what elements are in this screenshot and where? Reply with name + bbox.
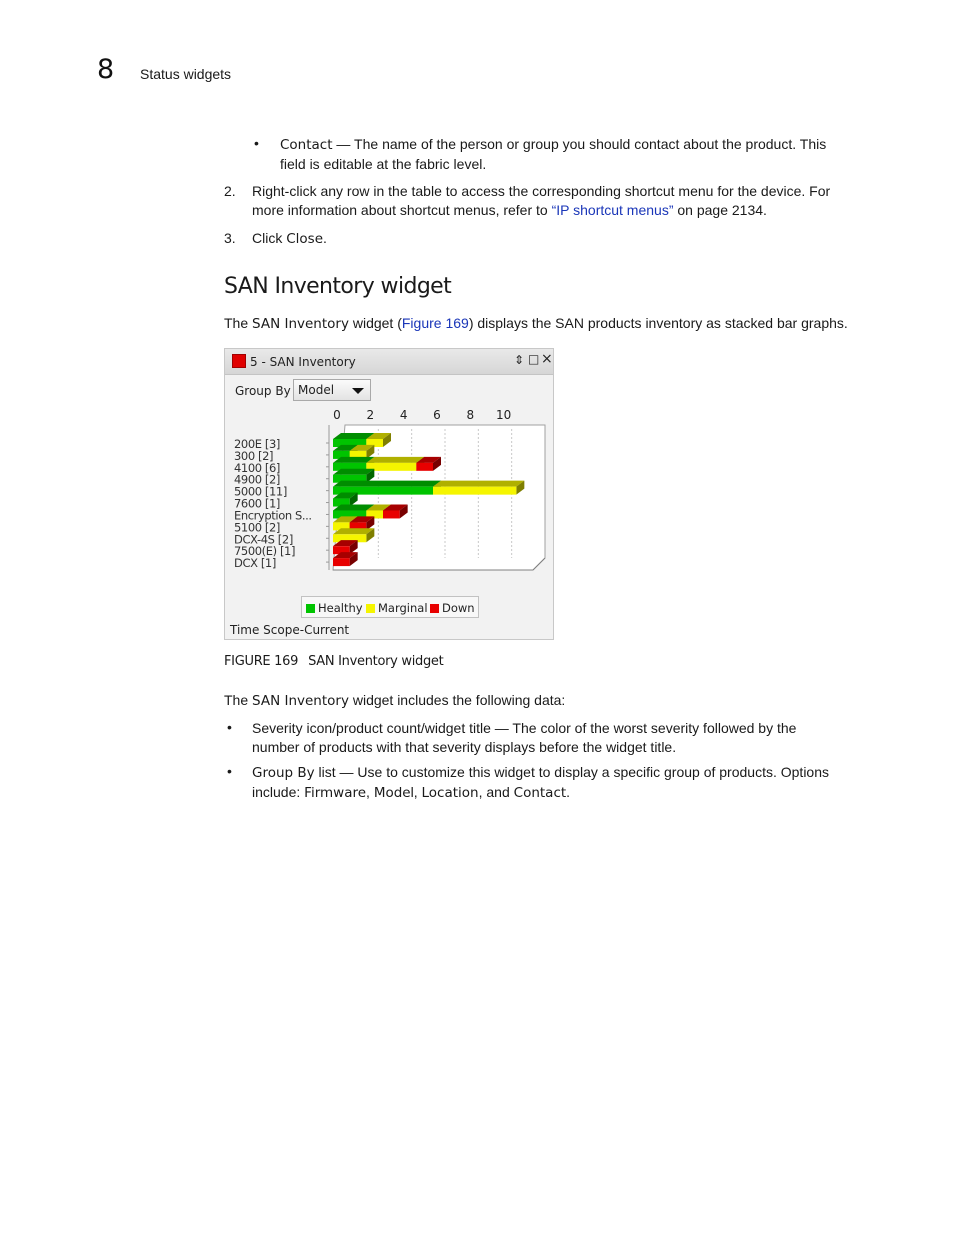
term-contact: Contact: [280, 137, 333, 153]
figure-caption: [224, 654, 443, 669]
legend-swatch-down: [430, 604, 439, 613]
legend-healthy: Healthy: [306, 601, 363, 615]
bullet-dot: •: [227, 719, 232, 735]
collapse-icon[interactable]: ⇕: [514, 353, 525, 367]
x-tick-label: 2: [366, 408, 375, 422]
term-model: Mode: [373, 785, 411, 801]
y-category-label: 5000 [11]: [234, 484, 287, 499]
chart-legend: [301, 596, 479, 618]
x-tick-label: 8: [466, 408, 475, 422]
y-category-label: Encryption S...: [234, 508, 312, 523]
term-san-inventory: SAN Inventory: [252, 693, 349, 709]
legend-swatch-marginal: [366, 604, 375, 613]
widget-title: 5 - SAN Inventory: [250, 355, 356, 369]
x-tick-label: 0: [333, 408, 341, 422]
contact-bullet-text: Contact — The name of the person or group you should contact about the product. This field is editable at the fabric level.: [280, 136, 827, 172]
y-category-label: 5100 [2]: [234, 520, 281, 535]
group-by-value: Model: [298, 383, 335, 397]
x-tick-label: 6: [433, 408, 441, 422]
step-number: 2.: [224, 183, 236, 199]
y-category-label: 7600 [1]: [234, 496, 281, 511]
group-by-label: Group By: [235, 384, 291, 398]
maximize-icon[interactable]: □: [528, 352, 540, 366]
ip-shortcut-menus-link[interactable]: “IP shortcut menus”: [551, 202, 674, 218]
inventory-bar-chart: [225, 405, 553, 590]
term-group-by: Group By: [252, 765, 315, 781]
term-close: Close: [286, 231, 324, 247]
chapter-title: Status widgets: [140, 66, 232, 82]
chapter-number: 8: [97, 54, 115, 85]
bar-top-healthy: [333, 481, 441, 487]
section-heading: SAN Inventory widget: [224, 274, 452, 299]
chevron-down-icon: [352, 388, 364, 394]
san-inventory-widget: [224, 348, 554, 640]
close-icon[interactable]: ×: [541, 351, 553, 367]
term-contact: Contact: [513, 785, 567, 801]
y-category-label: 7500(E) [1]: [234, 544, 296, 559]
bar-top-marginal: [366, 457, 424, 463]
bar-down: [333, 558, 350, 566]
x-tick-label: 10: [496, 408, 512, 422]
data-intro: The SAN Inventory widget includes the following data:: [224, 692, 566, 709]
group-by-select[interactable]: [293, 379, 371, 401]
step-2-text: Right-click any row in the table to access the corresponding shortcut menu for the device. For more information about shortcut menus, refer to “IP shortcut menus” on page 2134.: [252, 183, 831, 218]
y-category-label: 200E [3]: [234, 437, 280, 451]
bar-down: [383, 510, 400, 518]
bar-down: [416, 463, 433, 471]
widget-title-bar: [225, 349, 553, 375]
severity-icon: [232, 354, 246, 368]
time-scope: Time Scope-Current: [230, 623, 350, 637]
term-san-inventory: SAN Inventory: [252, 316, 349, 332]
x-tick-label: 4: [399, 408, 408, 422]
section-intro: The SAN Inventory widget (Figure 169) displays the SAN products inventory as stacked bar graphs.: [224, 315, 848, 332]
legend-marginal: Marginal: [366, 601, 428, 615]
group-by-bullet-text: Group By list — Use to customize this widget to display a specific group of products. Options include: Firmware, Model, Location, and Contact.: [252, 764, 829, 801]
term-location: Location: [421, 785, 479, 801]
bar-top-marginal: [433, 481, 524, 487]
severity-bullet-text: Severity icon/product count/widget title — The color of the worst severity followed by the number of products with that severity displays before the widget title.: [252, 720, 797, 755]
step-number: 3.: [224, 230, 236, 246]
legend-down: Down: [430, 601, 475, 615]
y-category-label: 4900 [2]: [234, 472, 281, 487]
figure-169-link[interactable]: Figure 169: [401, 315, 469, 331]
y-category-label: DCX-4S [2]: [234, 532, 293, 547]
legend-swatch-healthy: [306, 604, 315, 613]
y-category-label: 4100 [6]: [234, 460, 281, 475]
bullet-dot: •: [254, 135, 259, 151]
y-category-label: DCX [1]: [234, 556, 276, 571]
bar-marginal: [433, 487, 516, 495]
figure-label: FIGURE 169: [224, 654, 299, 669]
y-category-label: 300 [2]: [234, 448, 274, 463]
term-firmware: Firmware: [304, 785, 367, 801]
figure-title: SAN Inventory widget: [308, 654, 444, 669]
bullet-dot: •: [227, 763, 232, 779]
step-3-text: Click Close.: [252, 230, 327, 247]
